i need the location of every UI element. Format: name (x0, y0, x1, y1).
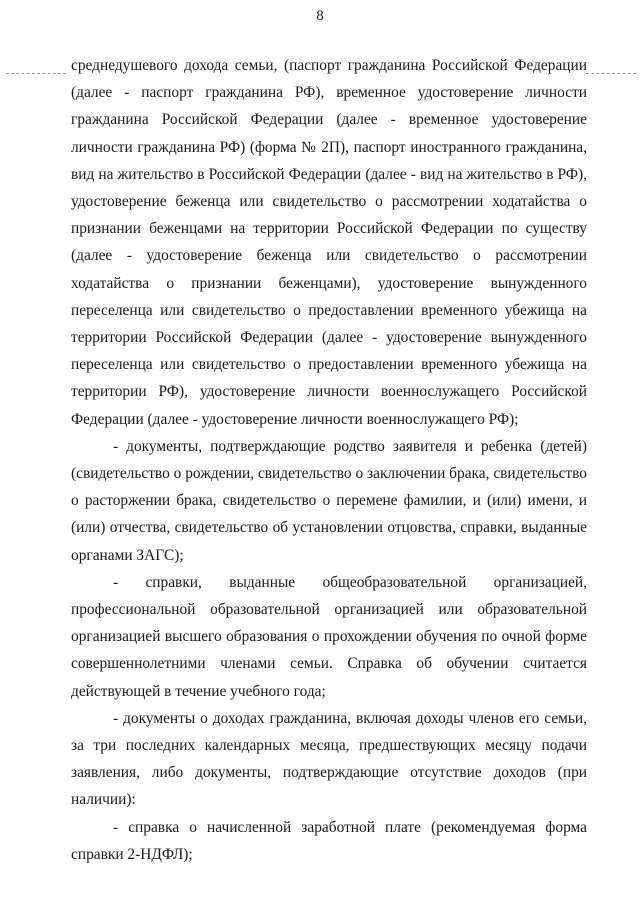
document-body (71, 52, 587, 868)
paragraph-identity-documents: среднедушевого дохода семьи, (паспорт гражданина Российской Федерации (далее - паспорт гражданина РФ), временное удостоверение личности гражданина Российской Федерации (далее - временное удостоверение личности гражданина РФ) (форма № 2П), паспорт иностранного гражданина, вид на жительство в Российской Федерации (далее - вид на жительство в РФ), удостоверение беженца или свидетельство о рассмотрении ходатайства о признании беженцами на территории Российской Федерации по существу (далее - удостоверение беженца или свидетельство о рассмотрении ходатайства о признании беженцами), удостоверение вынужденного переселенца или свидетельство о предоставлении временного убежища на территории Российской Федерации (далее - удостоверение вынужденного переселенца или свидетельство о предоставлении временного убежища на территории РФ), удостоверение личности военнослужащего Российской Федерации (далее - удостоверение личности военнослужащего РФ); (71, 57, 587, 428)
page-number: 8 (316, 8, 324, 24)
paragraph-kinship-documents: - документы, подтверждающие родство заявителя и ребенка (детей) (свидетельство о рождении, свидетельство о заключении брака, свидетельство о расторжении брака, свидетельство о перемене фамилии, и (или) имени, и (или) отчества, свидетельство об установлении отцовства, справки, выданные органами ЗАГС); (71, 437, 587, 564)
scan-artifact-line-right (586, 73, 636, 75)
paragraph-income-documents: - документы о доходах гражданина, включая доходы членов его семьи, за три последних календарных месяца, предшествующих месяцу подачи заявления, либо документы, подтверждающие отсутствие доходов (при наличии): (71, 709, 587, 809)
paragraph-salary-certificate: - справка о начисленной заработной плате (рекомендуемая форма справки 2-НДФЛ); (71, 818, 587, 863)
scan-artifact-line-left (6, 73, 66, 75)
paragraph-education-certificates: - справки, выданные общеобразовательной организацией, профессиональной образовательной организацией или образовательной организацией высшего образования о прохождении обучения по очной форме совершеннолетними членами семьи. Справка об обучении считается действующей в течение учебного года; (71, 573, 587, 700)
